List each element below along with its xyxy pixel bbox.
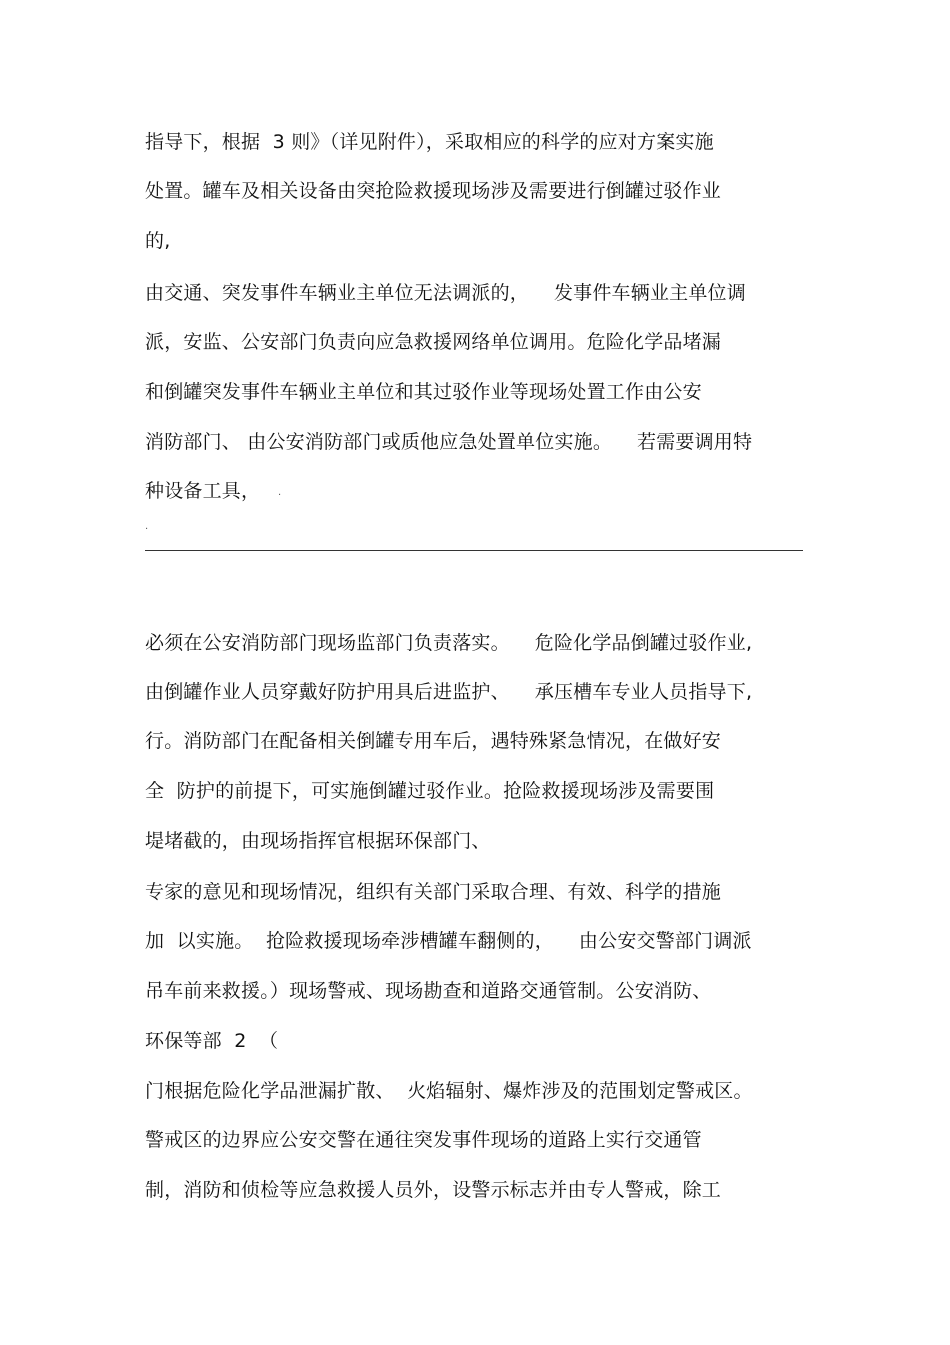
text-line: 由交通、突发事件车辆业主单位无法调派的， 发事件车辆业主单位调 [145, 282, 746, 304]
text-line: 种设备工具， [145, 480, 261, 502]
page-divider [145, 550, 803, 551]
text-line: 由倒罐作业人员穿戴好防护用具后进监护、 承压槽车专业人员指导下, [145, 681, 753, 703]
text-line: 堤堵截的，由现场指挥官根据环保部门、 [145, 830, 491, 852]
text-line: 全 防护的前提下，可实施倒罐过驳作业。抢险救援现场涉及需要围 [145, 780, 715, 802]
text-line: 处置。罐车及相关设备由突抢险救援现场涉及需要进行倒罐过驳作业 [145, 180, 722, 202]
text-line: 环保等部 2 （ [145, 1030, 279, 1052]
text-line: 加 以实施。 抢险救援现场牵涉槽罐车翻侧的， 由公安交警部门调派 [145, 930, 752, 952]
text-line: 必须在公安消防部门现场监部门负责落实。 危险化学品倒罐过驳作业, [145, 632, 753, 654]
text-line: 消防部门、 由公安消防部门或质他应急处置单位实施。 若需要调用特 [145, 431, 753, 453]
text-line: 吊车前来救援。）现场警戒、现场勘查和道路交通管制。公安消防、 [145, 980, 712, 1002]
text-line: 行。消防部门在配备相关倒罐专用车后，遇特殊紧急情况，在做好安 [145, 730, 722, 752]
text-line: 制，消防和侦检等应急救援人员外，设警示标志并由专人警戒，除工 [145, 1179, 722, 1201]
text-line: 指导下，根据 3 则》（详见附件），采取相应的科学的应对方案实施 [145, 131, 714, 153]
text-line: 和倒罐突发事件车辆业主单位和其过驳作业等现场处置工作由公安 [145, 381, 702, 403]
text-line: 门根据危险化学品泄漏扩散、 火焰辐射、爆炸涉及的范围划定警戒区。 [145, 1080, 753, 1102]
text-line: 的, [145, 230, 171, 252]
stray-dot: . [278, 487, 282, 498]
text-line: 派，安监、公安部门负责向应急救援网络单位调用。危险化学品堵漏 [145, 331, 722, 353]
text-line: 专家的意见和现场情况，组织有关部门采取合理、有效、科学的措施 [145, 881, 722, 903]
stray-dot: . [145, 521, 149, 532]
text-line: 警戒区的边界应公安交警在通往突发事件现场的道路上实行交通管 [145, 1129, 702, 1151]
